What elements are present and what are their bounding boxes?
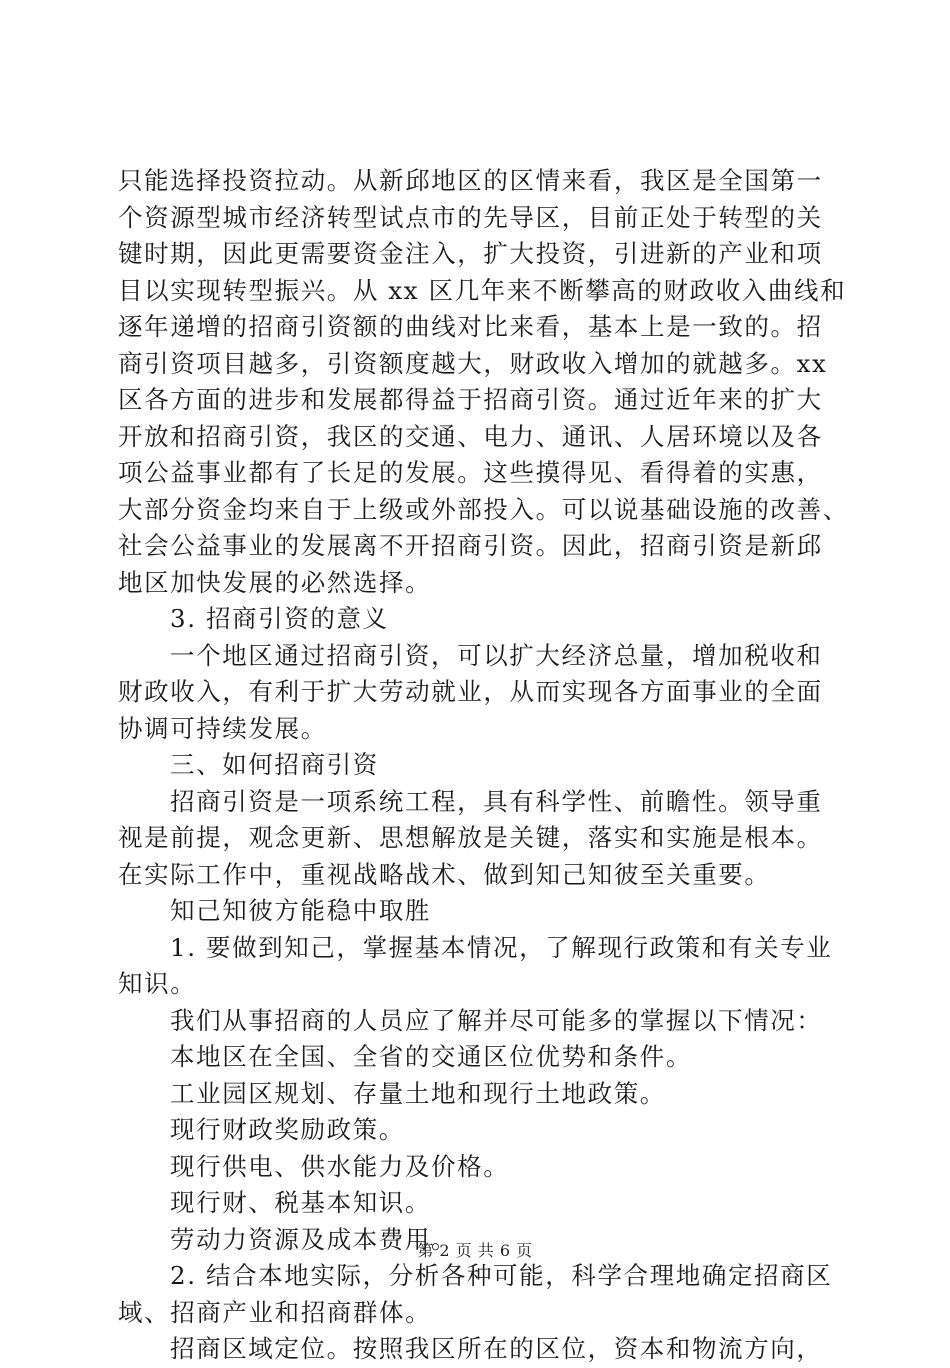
text-line: 3. 招商引资的意义	[170, 604, 389, 633]
text-line: 视是前提，观念更新、思想解放是关键，落实和实施是根本。	[118, 823, 823, 852]
text-line: 现行财政奖励政策。	[170, 1115, 405, 1144]
text-line: 现行财、税基本知识。	[170, 1188, 431, 1217]
text-line: 财政收入，有利于扩大劳动就业，从而实现各方面事业的全面	[118, 677, 823, 706]
page-footer: 第 2 页 共 6 页	[417, 1241, 533, 1260]
text-line: 只能选择投资拉动。从新邱地区的区情来看，我区是全国第一	[118, 166, 823, 195]
text-line: 开放和招商引资，我区的交通、电力、通讯、人居环境以及各	[118, 421, 823, 451]
text-line: 现行供电、供水能力及价格。	[170, 1151, 510, 1181]
text-line: 知识。	[118, 969, 197, 998]
text-line: 项公益事业都有了长足的发展。这些摸得见、看得着的实惠，	[118, 458, 823, 487]
text-line: 社会公益事业的发展离不开招商引资。因此，招商引资是新邱	[118, 531, 823, 560]
text-line: 三、如何招商引资	[170, 750, 379, 779]
text-line: 劳动力资源及成本费用。	[170, 1224, 458, 1254]
text-line: 大部分资金均来自于上级或外部投入。可以说基础设施的改善、	[118, 494, 849, 524]
text-line: 招商引资是一项系统工程，具有科学性、前瞻性。领导重	[170, 786, 823, 816]
text-line: 协调可持续发展。	[118, 713, 327, 743]
text-line: 域、招商产业和招商群体。	[118, 1297, 432, 1327]
text-line: 一个地区通过招商引资，可以扩大经济总量，增加税收和	[170, 640, 823, 670]
text-line: 地区加快发展的必然选择。	[118, 567, 432, 597]
text-line: 区各方面的进步和发展都得益于招商引资。通过近年来的扩大	[118, 385, 823, 414]
text-line: 键时期，因此更需要资金注入，扩大投资，引进新的产业和项	[118, 239, 823, 268]
text-line: 工业园区规划、存量土地和现行土地政策。	[170, 1078, 666, 1108]
text-line: 商引资项目越多，引资额度越大，财政收入增加的就越多。xx	[118, 348, 828, 378]
document-body	[118, 163, 849, 1368]
text-line: 招商区域定位。按照我区所在的区位，资本和物流方向，	[170, 1334, 823, 1363]
text-line: 目以实现转型振兴。从 xx 区几年来不断攀高的财政收入曲线和	[118, 275, 847, 305]
text-line: 在实际工作中，重视战略战术、做到知己知彼至关重要。	[118, 859, 771, 889]
text-line: 个资源型城市经济转型试点市的先导区，目前正处于转型的关	[118, 202, 823, 232]
text-line: 逐年递增的招商引资额的曲线对比来看，基本上是一致的。招	[118, 312, 823, 341]
text-line: 我们从事招商的人员应了解并尽可能多的掌握以下情况：	[170, 1005, 823, 1035]
text-line: 1. 要做到知己，掌握基本情况，了解现行政策和有关专业	[170, 932, 833, 962]
text-line: 知己知彼方能稳中取胜	[170, 896, 431, 925]
text-line: 本地区在全国、全省的交通区位优势和条件。	[170, 1042, 692, 1071]
text-line: 2. 结合本地实际，分析各种可能，科学合理地确定招商区	[170, 1261, 833, 1290]
